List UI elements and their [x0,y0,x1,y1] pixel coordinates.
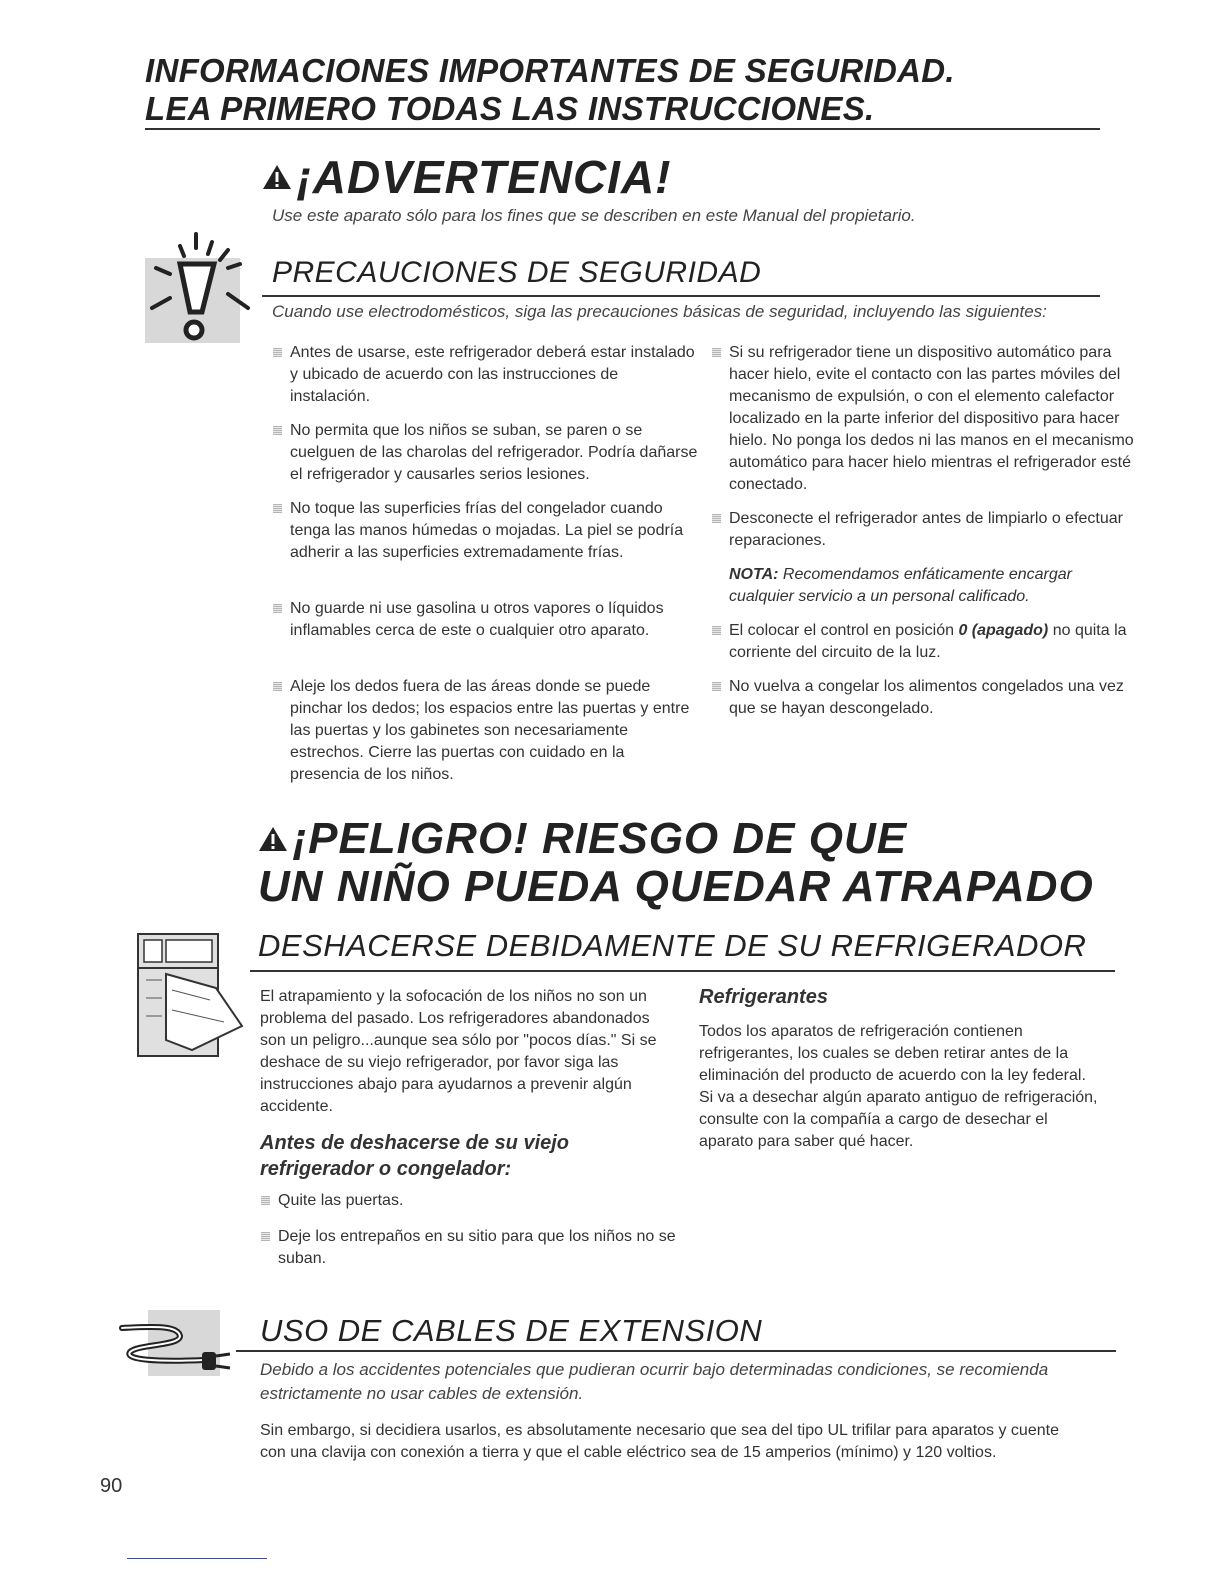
precaution-item: No guarde ni use gasolina u otros vapores o líquidos inflamables cerca de este o cualquier otro aparato. [272,598,700,642]
precaution-item: Si su refrigerador tiene un dispositivo automático para hacer hielo, evite el contacto con las partes móviles del mecanismo de expulsión, o con el elemento calefactor localizado en la parte inferior del dispositivo para hacer hielo. No ponga los dedos ni las manos en el mecanismo automático para hacer hielo mientras el refrigerador esté conectado. [711,342,1149,496]
deshacerse-rule [250,970,1115,972]
deshacerse-subhead: Antes de deshacerse de su viejo refrigerador o congelador: [260,1132,570,1180]
cables-title: USO DE CABLES DE EXTENSION [260,1313,763,1348]
disposal-item: Deje los entrepaños en su sitio para que los niños no se suban. [260,1226,678,1270]
refrigerantes-paragraph: Todos los aparatos de refrigeración contienen refrigerantes, los cuales se deben retirar antes de la eliminación del producto de acuerdo con la ley federal. Si va a desechar algún aparato antiguo de refrigeración, consulte con la compañía a cargo de desechar el aparato para saber qué hacer. [699,1023,1098,1150]
deshacerse-title: DESHACERSE DEBIDAMENTE DE SU REFRIGERADOR [258,928,1087,963]
header-line-1: INFORMACIONES IMPORTANTES DE SEGURIDAD. [145,52,955,89]
exclamation-warning-icon [140,228,260,346]
header-line-2: LEA PRIMERO TODAS LAS INSTRUCCIONES. [145,90,875,127]
precauciones-title: PRECAUCIONES DE SEGURIDAD [272,256,762,289]
disposal-item: Quite las puertas. [260,1190,678,1212]
precaution-item: Aleje los dedos fuera de las áreas donde se puede pinchar los dedos; los espacios entre las puertas y entre las puertas y los gabinetes son necesariamente estrechos. Cierre las puertas con cuidado en la presencia de los niños. [272,676,690,786]
control-text-bold: 0 (apagado) [958,622,1049,639]
precaution-item: Antes de usarse, este refrigerador deberá estar instalado y ubicado de acuerdo con las instrucciones de instalación. [272,342,700,408]
warning-triangle-icon [258,825,288,853]
precaution-item-control [711,620,1129,664]
advertencia-subtitle: Use este aparato sólo para los fines que se describen en este Manual del propietario. [272,206,916,225]
cables-intro: Debido a los accidentes potenciales que pudieran ocurrir bajo determinadas condiciones, se recomienda estrictamente no usar cables de extensión. [260,1360,1049,1403]
precaution-item: Desconecte el refrigerador antes de limpiarlo o efectuar reparaciones. [711,508,1129,552]
advertencia-title: ¡ADVERTENCIA! [296,151,672,203]
page-number: 90 [100,1475,123,1497]
control-text-pre: El colocar el control en posición [729,622,959,639]
precauciones-intro: Cuando use electrodomésticos, siga las precauciones básicas de seguridad, incluyendo las siguientes: [272,302,1047,321]
advertencia-heading [262,150,672,204]
peligro-line-2: UN NIÑO PUEDA QUEDAR ATRAPADO [258,862,1094,911]
precaution-item: No permita que los niños se suban, se paren o se cuelguen de las charolas del refrigerador. Podría dañarse el refrigerador y causarles serios lesiones. [272,420,700,486]
refrigerantes-heading: Refrigerantes [699,986,828,1008]
deshacerse-paragraph: El atrapamiento y la sofocación de los niños no son un problema del pasado. Los refrigeradores abandonados son un peligro...aunque sea sólo por "pocos días." Si se deshace de su viejo refrigerador, por favor siga las instrucciones abajo para ayudarnos a prevenir algún accidente. [260,988,657,1115]
header-rule [145,128,1100,130]
warning-triangle-icon [262,163,292,191]
peligro-line-1: ¡PELIGRO! RIESGO DE QUE [292,814,908,863]
control-text-post: no quita la corriente del circuito de la luz. [729,622,1127,661]
precaution-item: No vuelva a congelar los alimentos congelados una vez que se hayan descongelado. [711,676,1149,720]
precauciones-rule [262,295,1100,297]
cables-rule [236,1350,1116,1352]
cables-paragraph: Sin embargo, si decidiera usarlos, es absolutamente necesario que sea del tipo UL trifilar para aparatos y cuente con una clavija con conexión a tierra y que el cable eléctrico sea de 15 amperios (mínimo) y 120 voltios. [260,1422,1059,1461]
peligro-heading [258,814,907,864]
footer-link-line [127,1558,267,1559]
nota [729,564,1109,608]
refrigerator-icon [132,930,252,1060]
nota-text: Recomendamos enfáticamente encargar cualquier servicio a un personal calificado. [729,566,1072,605]
nota-label: NOTA: [729,566,779,583]
extension-cord-icon [118,1308,236,1378]
precaution-item: No toque las superficies frías del congelador cuando tenga las manos húmedas o mojadas. La piel se podría adherir a las superficies extremadamente frías. [272,498,690,564]
